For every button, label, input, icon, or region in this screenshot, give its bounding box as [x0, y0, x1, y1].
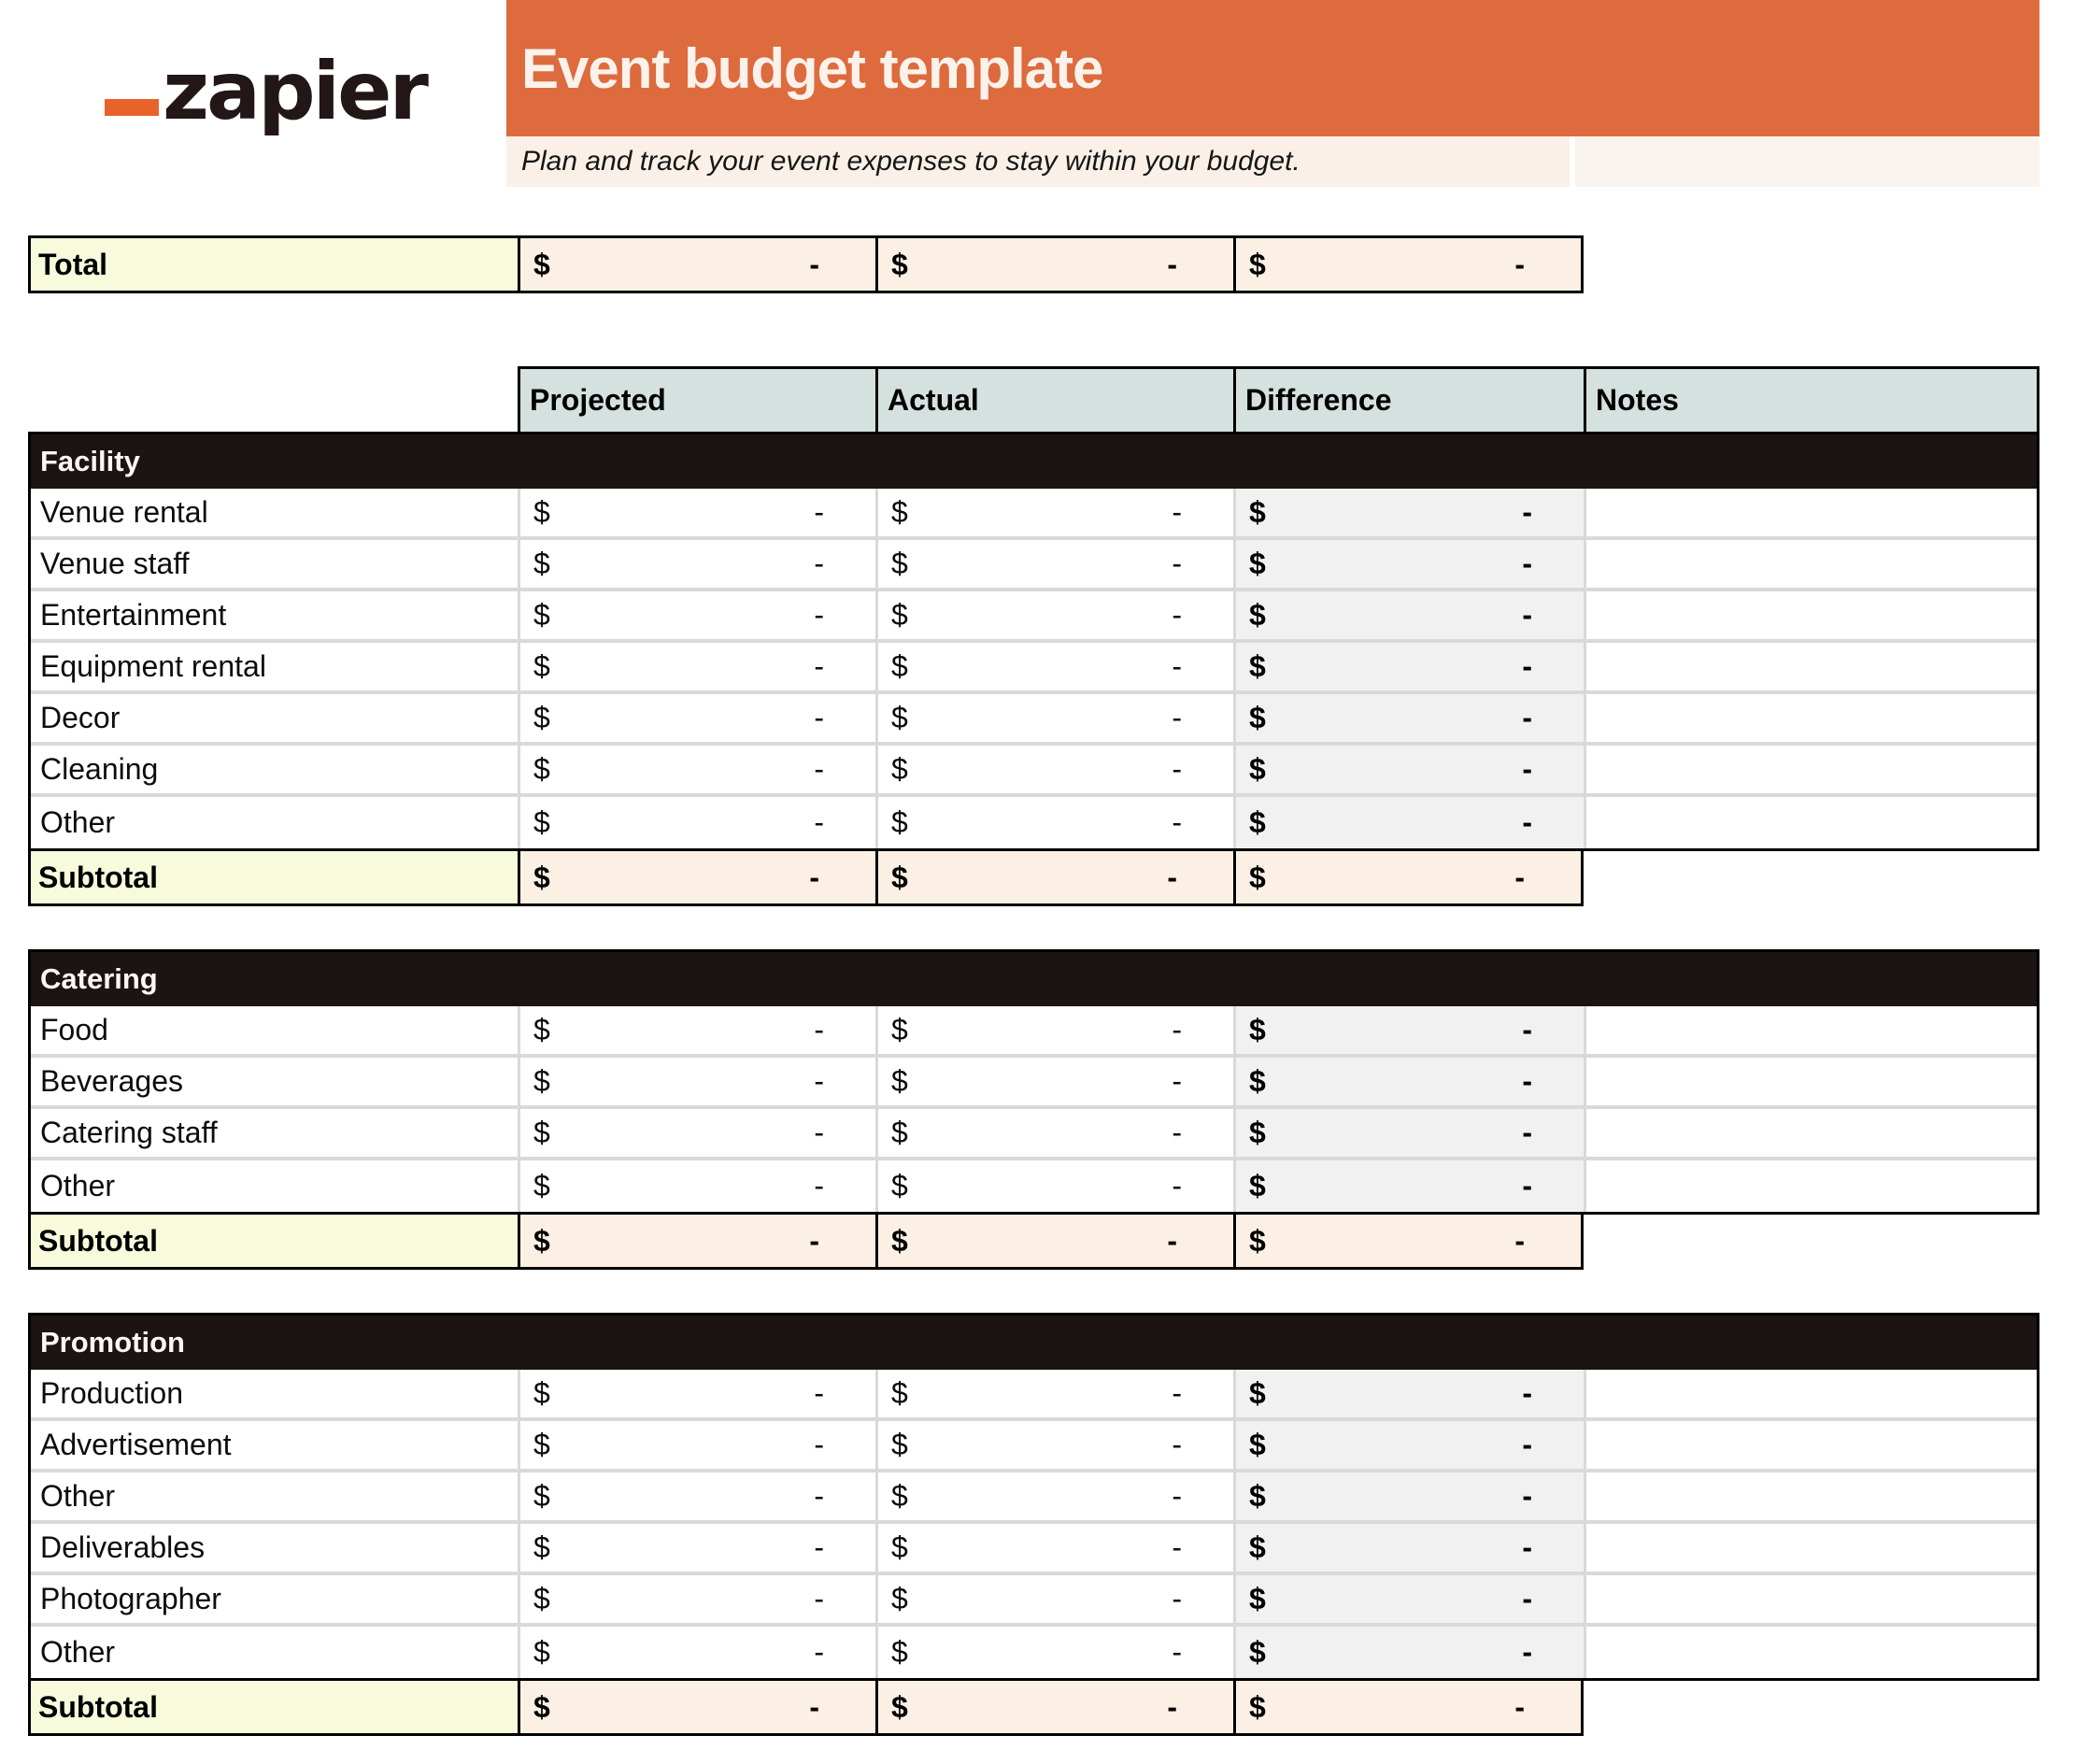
total-row: [28, 235, 1584, 293]
total-label-cell[interactable]: Total: [31, 238, 518, 291]
currency-symbol: $: [533, 1169, 550, 1202]
zapier-logo-underscore-icon: [105, 99, 159, 116]
empty-value: -: [1522, 649, 1532, 683]
total-difference-cell[interactable]: [1233, 238, 1581, 291]
empty-value: -: [1522, 1116, 1532, 1149]
currency-symbol: $: [891, 1582, 908, 1615]
empty-value: -: [1172, 1582, 1182, 1615]
row-label[interactable]: Venue staff: [40, 547, 190, 580]
difference-cell[interactable]: [1233, 694, 1584, 742]
empty-value: -: [1172, 598, 1182, 632]
row-label[interactable]: Venue rental: [40, 495, 208, 529]
currency-symbol: $: [891, 1223, 908, 1258]
column-header-difference[interactable]: Difference: [1233, 369, 1584, 432]
table-row-deliverables: [31, 1524, 2037, 1575]
table-row-advertisement: [31, 1421, 2037, 1472]
currency-symbol: $: [891, 1635, 908, 1669]
difference-cell[interactable]: [1233, 1472, 1584, 1520]
empty-value: -: [1172, 805, 1182, 839]
difference-cell[interactable]: [1233, 591, 1584, 639]
row-label[interactable]: Deliverables: [40, 1530, 206, 1564]
empty-value: -: [1172, 649, 1182, 683]
empty-value: -: [1172, 1013, 1182, 1046]
subtotal-actual-cell[interactable]: [875, 1215, 1233, 1267]
currency-symbol: $: [891, 701, 908, 734]
projected-cell[interactable]: [518, 1006, 875, 1054]
difference-cell[interactable]: [1233, 1524, 1584, 1572]
empty-value: -: [814, 495, 824, 529]
empty-value: -: [1172, 547, 1182, 580]
difference-cell[interactable]: [1233, 1058, 1584, 1105]
currency-symbol: $: [533, 495, 550, 529]
notes-cell[interactable]: [1584, 489, 2037, 536]
section-header-catering[interactable]: Catering: [31, 952, 2037, 1006]
empty-value: -: [1167, 247, 1177, 281]
currency-symbol: $: [1249, 1169, 1266, 1202]
subtitle-text: Plan and track your event expenses to stay within your budget.: [521, 146, 1300, 177]
empty-value: -: [1514, 247, 1525, 281]
section-block-catering: [28, 949, 2039, 1270]
currency-symbol: $: [533, 1376, 550, 1410]
title-banner: [506, 0, 2039, 136]
currency-symbol: $: [1249, 1479, 1266, 1513]
currency-symbol: $: [1249, 1064, 1266, 1098]
projected-cell[interactable]: [518, 540, 875, 588]
notes-cell[interactable]: [1584, 1058, 2037, 1105]
difference-cell[interactable]: [1233, 643, 1584, 690]
actual-cell[interactable]: [875, 1524, 1233, 1572]
empty-value: -: [1172, 701, 1182, 734]
currency-symbol: $: [533, 1428, 550, 1461]
subtotal-projected-cell[interactable]: [518, 1681, 875, 1733]
empty-value: -: [1522, 752, 1532, 786]
empty-value: -: [814, 752, 824, 786]
table-row-other: [31, 797, 2037, 848]
empty-value: -: [814, 1376, 824, 1410]
table-row-entertainment: [31, 591, 2037, 643]
currency-symbol: $: [891, 1376, 908, 1410]
notes-cell[interactable]: [1584, 1160, 2037, 1212]
empty-value: -: [1522, 1582, 1532, 1615]
table-row-photographer: [31, 1575, 2037, 1627]
currency-symbol: $: [533, 547, 550, 580]
actual-cell[interactable]: [875, 1160, 1233, 1212]
subtotal-row-catering: [28, 1212, 1584, 1270]
empty-value: -: [1514, 1223, 1525, 1258]
currency-symbol: $: [533, 1064, 550, 1098]
currency-symbol: $: [1249, 547, 1266, 580]
empty-value: -: [1172, 1064, 1182, 1098]
currency-symbol: $: [891, 1530, 908, 1564]
table-row-production: [31, 1370, 2037, 1421]
notes-cell[interactable]: [1584, 746, 2037, 793]
currency-symbol: $: [891, 1013, 908, 1046]
projected-cell[interactable]: [518, 1058, 875, 1105]
currency-symbol: $: [533, 805, 550, 839]
subtotal-label-cell[interactable]: Subtotal: [31, 1681, 518, 1733]
currency-symbol: $: [533, 247, 550, 281]
empty-value: -: [1522, 701, 1532, 734]
currency-symbol: $: [1249, 1689, 1266, 1724]
empty-value: -: [1172, 1479, 1182, 1513]
row-label[interactable]: Beverages: [40, 1064, 183, 1098]
empty-value: -: [1167, 1223, 1177, 1258]
projected-cell[interactable]: [518, 1472, 875, 1520]
currency-symbol: $: [1249, 1223, 1266, 1258]
currency-symbol: $: [891, 247, 908, 281]
empty-value: -: [1167, 1689, 1177, 1724]
currency-symbol: $: [533, 860, 550, 894]
notes-cell[interactable]: [1584, 797, 2037, 848]
currency-symbol: $: [1249, 805, 1266, 839]
row-label[interactable]: Equipment rental: [40, 649, 266, 683]
difference-cell[interactable]: [1233, 489, 1584, 536]
table-row-beverages: [31, 1058, 2037, 1109]
row-label[interactable]: Catering staff: [40, 1116, 218, 1149]
row-label[interactable]: Food: [40, 1013, 108, 1046]
empty-value: -: [1172, 1635, 1182, 1669]
currency-symbol: $: [1249, 1582, 1266, 1615]
currency-symbol: $: [1249, 598, 1266, 632]
projected-cell[interactable]: [518, 1109, 875, 1157]
empty-value: -: [1167, 860, 1177, 894]
currency-symbol: $: [533, 649, 550, 683]
actual-cell[interactable]: [875, 1627, 1233, 1678]
notes-cell[interactable]: [1584, 643, 2037, 690]
table-row-venue-staff: [31, 540, 2037, 591]
notes-cell[interactable]: [1584, 540, 2037, 588]
projected-cell[interactable]: [518, 591, 875, 639]
currency-symbol: $: [533, 752, 550, 786]
currency-symbol: $: [891, 1169, 908, 1202]
actual-cell[interactable]: [875, 591, 1233, 639]
currency-symbol: $: [891, 1479, 908, 1513]
currency-symbol: $: [533, 1635, 550, 1669]
empty-value: -: [814, 701, 824, 734]
currency-symbol: $: [1249, 701, 1266, 734]
projected-cell[interactable]: [518, 1627, 875, 1678]
empty-value: -: [1522, 1428, 1532, 1461]
subtotal-difference-cell[interactable]: [1233, 1215, 1581, 1267]
currency-symbol: $: [1249, 752, 1266, 786]
projected-cell[interactable]: [518, 1421, 875, 1469]
currency-symbol: $: [533, 1223, 550, 1258]
empty-value: -: [1522, 495, 1532, 529]
notes-cell[interactable]: [1584, 1006, 2037, 1054]
actual-cell[interactable]: [875, 1472, 1233, 1520]
table-row-other: [31, 1472, 2037, 1524]
subtitle-spacer-cell[interactable]: [1575, 136, 2039, 187]
empty-value: -: [814, 1479, 824, 1513]
subtotal-actual-cell[interactable]: [875, 851, 1233, 903]
empty-value: -: [814, 547, 824, 580]
currency-symbol: $: [533, 701, 550, 734]
actual-cell[interactable]: [875, 1575, 1233, 1623]
difference-cell[interactable]: [1233, 540, 1584, 588]
notes-cell[interactable]: [1584, 1472, 2037, 1520]
row-label[interactable]: Other: [40, 805, 116, 839]
row-label[interactable]: Decor: [40, 701, 121, 734]
subtotal-row-facility: [28, 848, 1584, 906]
actual-cell[interactable]: [875, 1006, 1233, 1054]
actual-cell[interactable]: [875, 797, 1233, 848]
empty-value: -: [1522, 598, 1532, 632]
currency-symbol: $: [1249, 649, 1266, 683]
subtitle-cell[interactable]: [506, 136, 1570, 187]
difference-cell[interactable]: [1233, 746, 1584, 793]
empty-value: -: [814, 1530, 824, 1564]
empty-value: -: [1522, 1376, 1532, 1410]
empty-value: -: [814, 1116, 824, 1149]
notes-cell[interactable]: [1584, 1627, 2037, 1678]
notes-cell[interactable]: [1584, 1575, 2037, 1623]
difference-cell[interactable]: [1233, 1109, 1584, 1157]
subtotal-actual-cell[interactable]: [875, 1681, 1233, 1733]
actual-cell[interactable]: [875, 1421, 1233, 1469]
notes-cell[interactable]: [1584, 1524, 2037, 1572]
subtotal-difference-cell[interactable]: [1233, 1681, 1581, 1733]
facility-table: [28, 432, 2039, 851]
subtotal-label-cell[interactable]: Subtotal: [31, 1215, 518, 1267]
currency-symbol: $: [533, 1689, 550, 1724]
projected-cell[interactable]: [518, 1160, 875, 1212]
actual-cell[interactable]: [875, 489, 1233, 536]
empty-value: -: [1522, 1530, 1532, 1564]
table-row-food: [31, 1006, 2037, 1058]
currency-symbol: $: [533, 1013, 550, 1046]
currency-symbol: $: [891, 649, 908, 683]
empty-value: -: [1522, 805, 1532, 839]
empty-value: -: [1514, 860, 1525, 894]
projected-cell[interactable]: [518, 746, 875, 793]
section-block-promotion: [28, 1313, 2039, 1736]
table-row-decor: [31, 694, 2037, 746]
empty-value: -: [814, 1428, 824, 1461]
subtotal-difference-cell[interactable]: [1233, 851, 1581, 903]
currency-symbol: $: [533, 1530, 550, 1564]
empty-value: -: [1172, 1530, 1182, 1564]
section-header-promotion[interactable]: Promotion: [31, 1316, 2037, 1370]
actual-cell[interactable]: [875, 694, 1233, 742]
column-header-notes[interactable]: Notes: [1584, 369, 2037, 432]
table-row-equipment-rental: [31, 643, 2037, 694]
empty-value: -: [1172, 1376, 1182, 1410]
difference-cell[interactable]: [1233, 1370, 1584, 1417]
projected-cell[interactable]: [518, 1575, 875, 1623]
table-row-venue-rental: [31, 489, 2037, 540]
empty-value: -: [1522, 547, 1532, 580]
column-header-row: [518, 366, 2039, 432]
column-header-actual[interactable]: Actual: [875, 369, 1233, 432]
actual-cell[interactable]: [875, 540, 1233, 588]
row-label[interactable]: Production: [40, 1376, 183, 1410]
difference-cell[interactable]: [1233, 1006, 1584, 1054]
row-label[interactable]: Other: [40, 1169, 116, 1202]
notes-cell[interactable]: [1584, 1421, 2037, 1469]
row-label[interactable]: Advertisement: [40, 1428, 232, 1461]
actual-cell[interactable]: [875, 746, 1233, 793]
currency-symbol: $: [533, 1582, 550, 1615]
currency-symbol: $: [891, 752, 908, 786]
empty-value: -: [1522, 1479, 1532, 1513]
projected-cell[interactable]: [518, 1370, 875, 1417]
table-row-catering-staff: [31, 1109, 2037, 1160]
currency-symbol: $: [891, 1689, 908, 1724]
zapier-logo: [105, 13, 426, 139]
currency-symbol: $: [891, 1428, 908, 1461]
sheet-content: [28, 235, 2039, 1764]
notes-cell[interactable]: [1584, 694, 2037, 742]
notes-cell[interactable]: [1584, 1370, 2037, 1417]
currency-symbol: $: [1249, 495, 1266, 529]
currency-symbol: $: [533, 1479, 550, 1513]
projected-cell[interactable]: [518, 489, 875, 536]
empty-value: -: [1172, 1428, 1182, 1461]
promotion-table: [28, 1313, 2039, 1681]
notes-cell[interactable]: [1584, 1109, 2037, 1157]
empty-value: -: [1172, 495, 1182, 529]
table-row-cleaning: [31, 746, 2037, 797]
section-header-facility[interactable]: Facility: [31, 434, 2037, 489]
subtitle-row: [506, 136, 2039, 187]
currency-symbol: $: [891, 495, 908, 529]
notes-cell[interactable]: [1584, 591, 2037, 639]
difference-cell[interactable]: [1233, 1421, 1584, 1469]
projected-cell[interactable]: [518, 1524, 875, 1572]
row-label[interactable]: Photographer: [40, 1582, 221, 1615]
empty-value: -: [1514, 1689, 1525, 1724]
empty-value: -: [1172, 752, 1182, 786]
empty-value: -: [814, 1064, 824, 1098]
empty-value: -: [814, 598, 824, 632]
currency-symbol: $: [533, 598, 550, 632]
subtotal-label-cell[interactable]: Subtotal: [31, 851, 518, 903]
empty-value: -: [809, 1689, 819, 1724]
subtotal-projected-cell[interactable]: [518, 1215, 875, 1267]
currency-symbol: $: [891, 598, 908, 632]
actual-cell[interactable]: [875, 1370, 1233, 1417]
currency-symbol: $: [891, 805, 908, 839]
empty-value: -: [814, 1635, 824, 1669]
currency-symbol: $: [1249, 1530, 1266, 1564]
difference-cell[interactable]: [1233, 797, 1584, 848]
currency-symbol: $: [1249, 1116, 1266, 1149]
actual-cell[interactable]: [875, 1058, 1233, 1105]
currency-symbol: $: [1249, 1635, 1266, 1669]
projected-cell[interactable]: [518, 694, 875, 742]
empty-value: -: [814, 1013, 824, 1046]
row-label[interactable]: Entertainment: [40, 598, 227, 632]
currency-symbol: $: [1249, 1376, 1266, 1410]
page-title: Event budget template: [521, 36, 1103, 100]
actual-cell[interactable]: [875, 1109, 1233, 1157]
empty-value: -: [814, 1169, 824, 1202]
row-label[interactable]: Other: [40, 1635, 116, 1669]
empty-value: -: [809, 1223, 819, 1258]
projected-cell[interactable]: [518, 797, 875, 848]
difference-cell[interactable]: [1233, 1575, 1584, 1623]
row-label[interactable]: Cleaning: [40, 752, 159, 786]
empty-value: -: [1522, 1013, 1532, 1046]
table-row-other: [31, 1627, 2037, 1678]
currency-symbol: $: [891, 1064, 908, 1098]
empty-value: -: [814, 649, 824, 683]
zapier-logo-text: zapier: [163, 45, 426, 139]
row-label[interactable]: Other: [40, 1479, 116, 1513]
budget-sections: [28, 366, 2039, 1736]
total-projected-cell[interactable]: [518, 238, 875, 291]
section-block-facility: [28, 366, 2039, 906]
table-row-other: [31, 1160, 2037, 1212]
empty-value: -: [1172, 1169, 1182, 1202]
empty-value: -: [1172, 1116, 1182, 1149]
currency-symbol: $: [1249, 247, 1266, 281]
actual-cell[interactable]: [875, 643, 1233, 690]
subtotal-projected-cell[interactable]: [518, 851, 875, 903]
empty-value: -: [809, 860, 819, 894]
total-actual-cell[interactable]: [875, 238, 1233, 291]
empty-value: -: [1522, 1635, 1532, 1669]
difference-cell[interactable]: [1233, 1627, 1584, 1678]
currency-symbol: $: [1249, 1428, 1266, 1461]
currency-symbol: $: [891, 547, 908, 580]
empty-value: -: [1522, 1169, 1532, 1202]
currency-symbol: $: [891, 860, 908, 894]
difference-cell[interactable]: [1233, 1160, 1584, 1212]
subtotal-row-promotion: [28, 1678, 1584, 1736]
empty-value: -: [1522, 1064, 1532, 1098]
currency-symbol: $: [1249, 860, 1266, 894]
catering-table: [28, 949, 2039, 1215]
currency-symbol: $: [1249, 1013, 1266, 1046]
currency-symbol: $: [891, 1116, 908, 1149]
empty-value: -: [809, 247, 819, 281]
projected-cell[interactable]: [518, 643, 875, 690]
currency-symbol: $: [533, 1116, 550, 1149]
empty-value: -: [814, 805, 824, 839]
column-header-projected[interactable]: Projected: [530, 383, 666, 417]
empty-value: -: [814, 1582, 824, 1615]
